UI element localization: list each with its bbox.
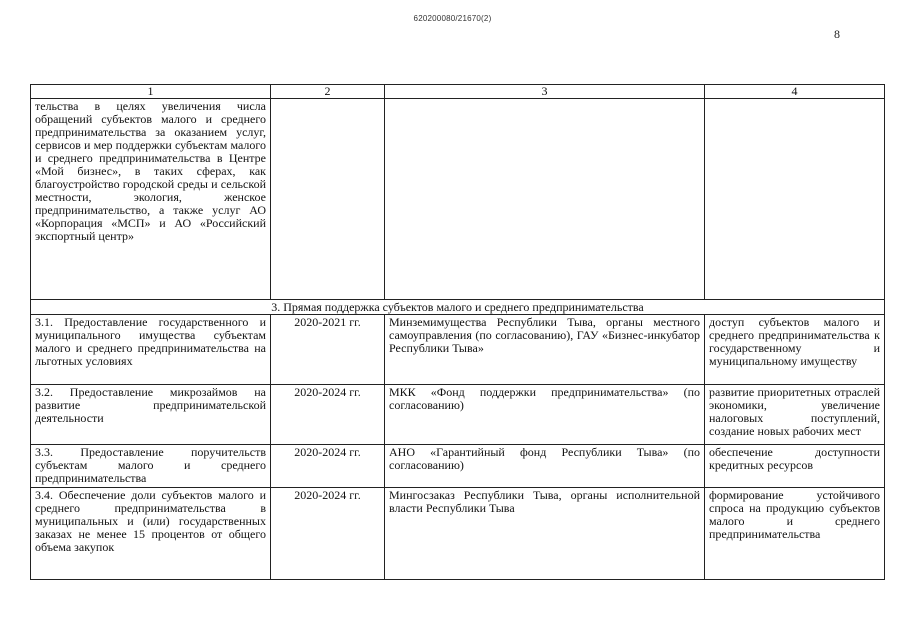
cell-measure: 3.1. Предоставление государственного и муниципального имущества субъектам малого и среднего предпринимательства на льготных условиях — [31, 315, 271, 385]
cell-measure: тельства в целях увеличения числа обращений субъектов малого и среднего предпринимательства за оказанием услуг, сервисов и мер поддержки субъектам малого и среднего предпринимательства в Центре «Мой бизнес», в таких сферах, как благоустройство городской среды и сельской местности, экология, женское предпринимательство, а также услуг АО «Корпорация «МСП» и АО «Российский экспортный центр» — [31, 99, 271, 300]
cell-period: 2020-2024 гг. — [271, 445, 385, 488]
cell-responsible: Мингосзаказ Республики Тыва, органы исполнительной власти Республики Тыва — [385, 488, 705, 580]
section-header-row — [31, 300, 885, 315]
table-row-continuation — [31, 99, 885, 300]
table-row — [31, 315, 885, 385]
table-row — [31, 445, 885, 488]
cell-result — [705, 99, 885, 300]
cell-measure: 3.3. Предоставление поручительств субъектам малого и среднего предпринимательства — [31, 445, 271, 488]
cell-result: доступ субъектов малого и среднего предпринимательства к государственному и муниципальному имуществу — [705, 315, 885, 385]
cell-responsible: Минземимущества Республики Тыва, органы местного самоуправления (по согласованию), ГАУ «Бизнес-инкубатор Республики Тыва» — [385, 315, 705, 385]
cell-period: 2020-2021 гг. — [271, 315, 385, 385]
cell-responsible — [385, 99, 705, 300]
cell-measure: 3.2. Предоставление микрозаймов на развитие предпринимательской деятельности — [31, 385, 271, 445]
cell-period — [271, 99, 385, 300]
page-number: 8 — [834, 27, 840, 41]
table-row — [31, 385, 885, 445]
document-id: 620200080/21670(2) — [413, 14, 492, 23]
column-header-1: 1 — [31, 85, 271, 99]
column-header-3: 3 — [385, 85, 705, 99]
action-plan-table — [30, 84, 885, 580]
cell-responsible: АНО «Гарантийный фонд Республики Тыва» (по согласованию) — [385, 445, 705, 488]
cell-result: развитие приоритетных отраслей экономики, увеличение налоговых поступлений, создание новых рабочих мест — [705, 385, 885, 445]
cell-measure: 3.4. Обеспечение доли субъектов малого и среднего предпринимательства в муниципальных и (или) государственных заказах не менее 15 процентов от общего объема закупок — [31, 488, 271, 580]
cell-period: 2020-2024 гг. — [271, 385, 385, 445]
table-row — [31, 488, 885, 580]
column-header-2: 2 — [271, 85, 385, 99]
section-title: 3. Прямая поддержка субъектов малого и среднего предпринимательства — [31, 300, 885, 315]
column-header-4: 4 — [705, 85, 885, 99]
table-header-row — [31, 85, 885, 99]
cell-result: обеспечение доступности кредитных ресурсов — [705, 445, 885, 488]
cell-period: 2020-2024 гг. — [271, 488, 385, 580]
cell-responsible: МКК «Фонд поддержки предпринимательства» (по согласованию) — [385, 385, 705, 445]
cell-result: формирование устойчивого спроса на продукцию субъектов малого и среднего предпринимательства — [705, 488, 885, 580]
